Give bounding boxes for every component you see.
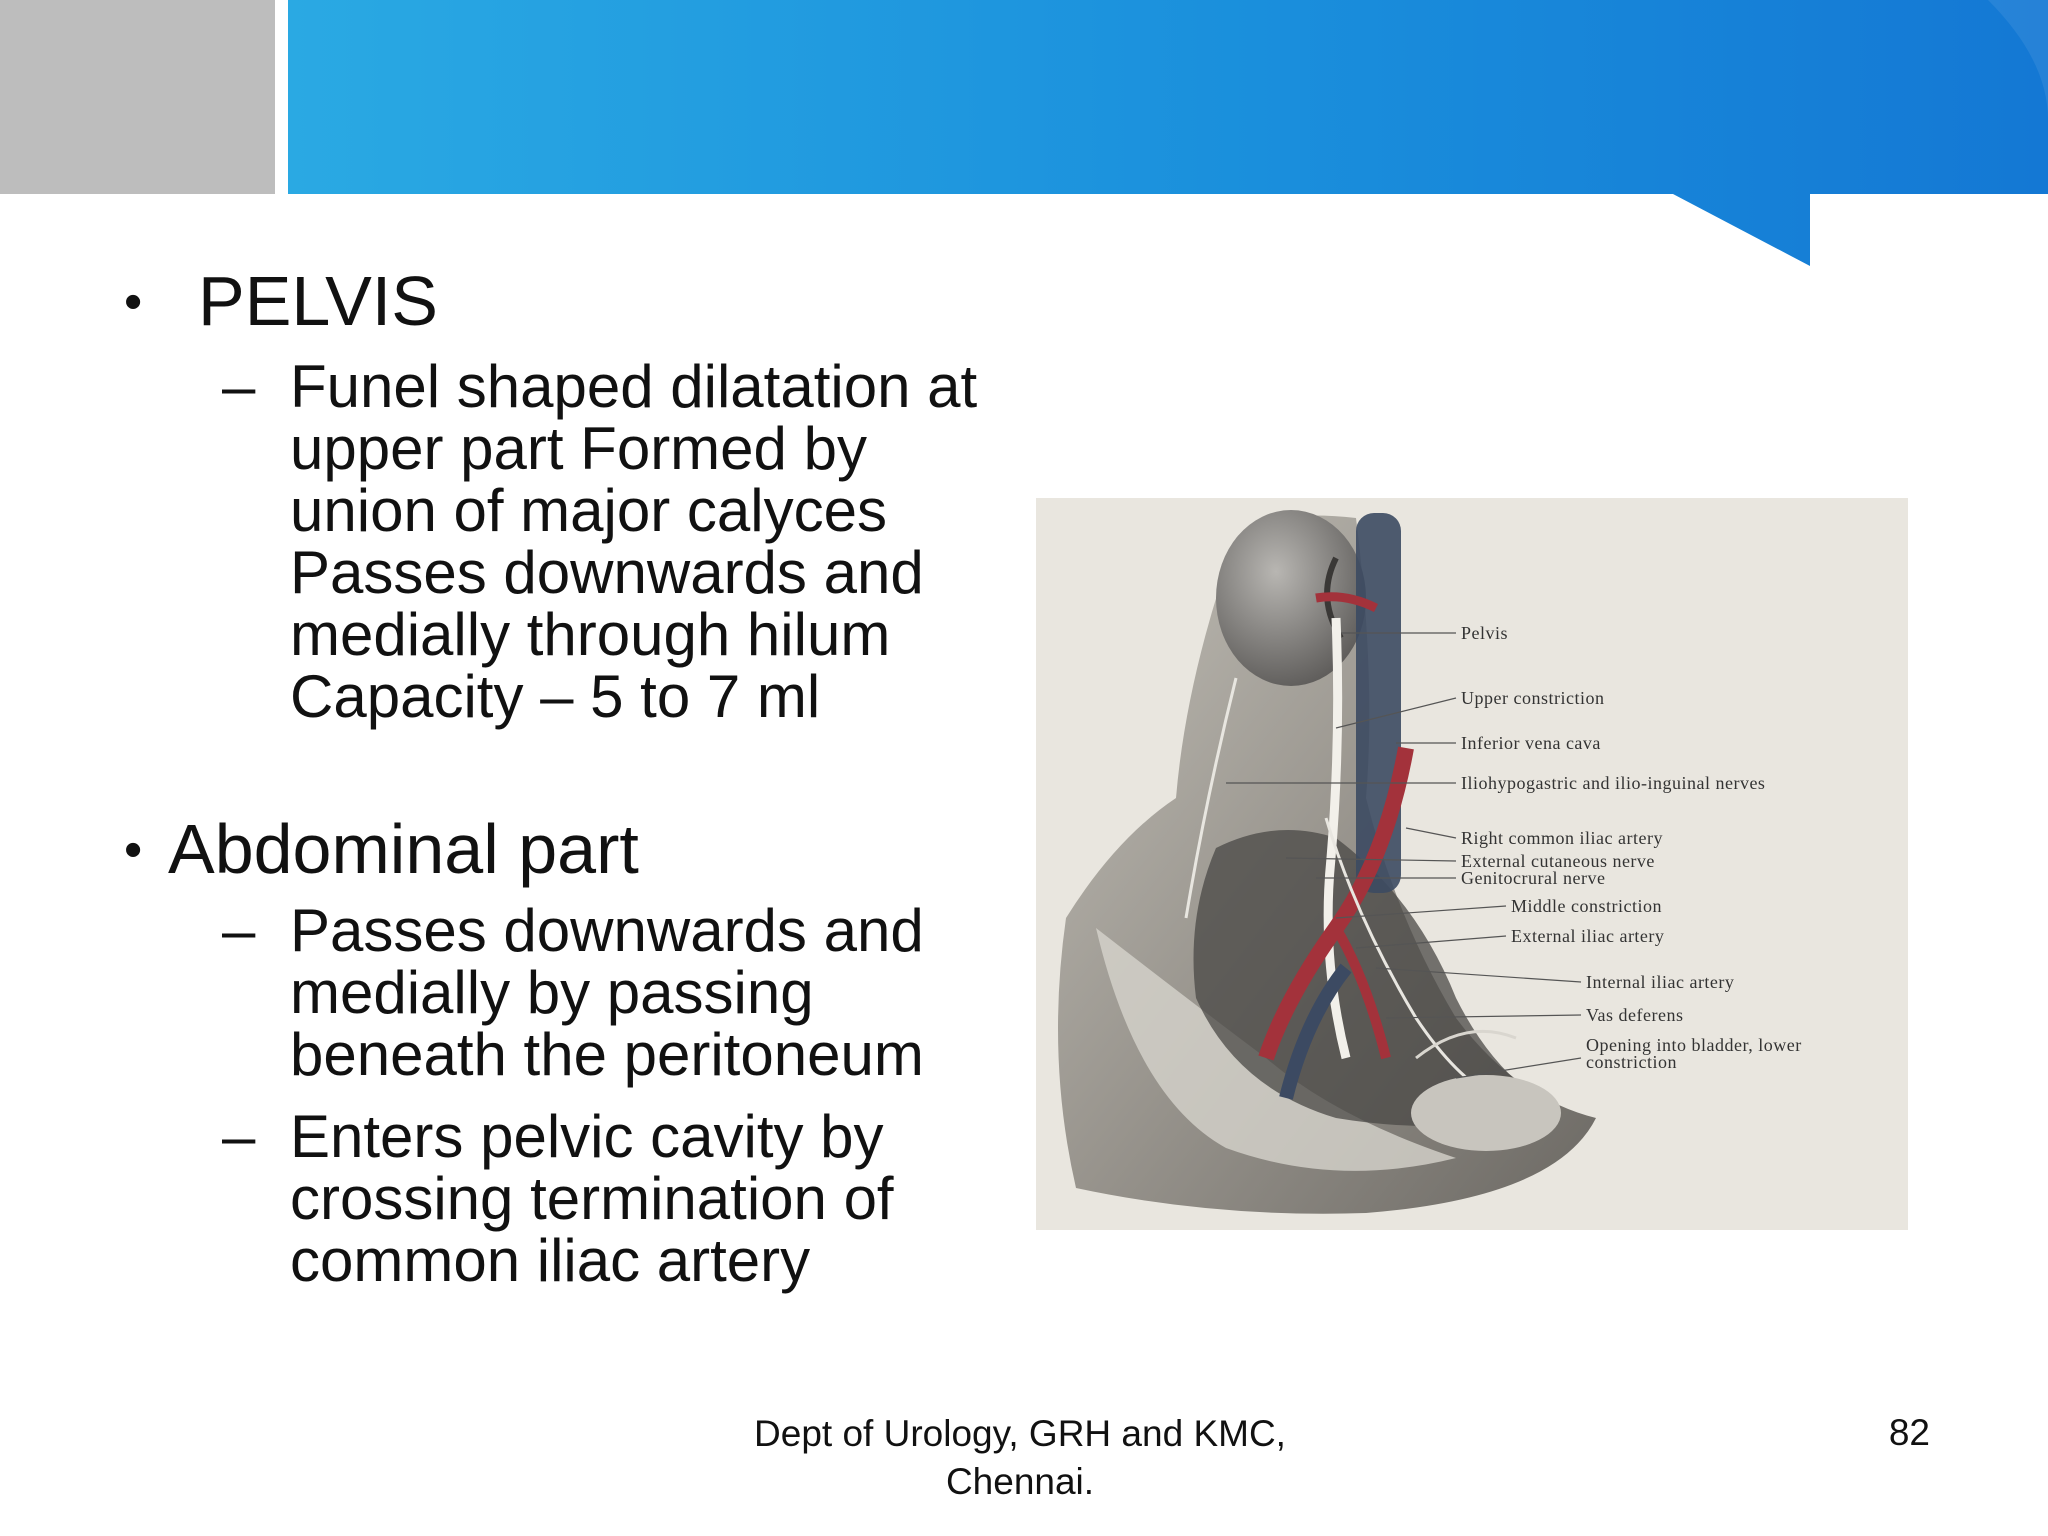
anatomy-drawing bbox=[1036, 498, 1908, 1230]
footer-department bbox=[700, 1410, 1340, 1506]
ureter-anatomy-illustration bbox=[1036, 498, 1908, 1230]
label-middle-constriction: Middle constriction bbox=[1511, 896, 1662, 916]
label-external-iliac-artery: External iliac artery bbox=[1511, 926, 1665, 946]
bullet-heading: PELVIS bbox=[198, 262, 438, 340]
label-upper-constriction: Upper constriction bbox=[1461, 688, 1605, 708]
subpoint-text: Enters pelvic cavity by crossing termination of common iliac artery bbox=[290, 1103, 894, 1294]
bullet-dot: • bbox=[124, 821, 143, 879]
label-right-common-iliac-artery: Right common iliac artery bbox=[1461, 828, 1663, 848]
bullet-dot: • bbox=[124, 273, 143, 331]
label-pelvis: Pelvis bbox=[1461, 623, 1509, 643]
subpoint-pelvis-description bbox=[222, 353, 1012, 730]
label-iliohypogastric-nerves: Iliohypogastric and ilio-inguinal nerves bbox=[1461, 773, 1766, 793]
label-constriction: constriction bbox=[1586, 1052, 1677, 1072]
subpoint-text: Passes downwards and medially by passing beneath the peritoneum bbox=[290, 897, 924, 1088]
page-number: 82 bbox=[1888, 1412, 1930, 1453]
bullet-abdominal-part bbox=[124, 812, 1024, 887]
label-external-cutaneous-nerve: External cutaneous nerve bbox=[1461, 851, 1655, 871]
dash-marker: – bbox=[222, 1103, 256, 1170]
label-opening-into-bladder: Opening into bladder, lower bbox=[1586, 1035, 1802, 1055]
bullet-heading: Abdominal part bbox=[168, 810, 639, 888]
slide-content bbox=[0, 0, 1020, 1400]
dash-marker: – bbox=[222, 353, 256, 420]
subpoint-enters-pelvic-cavity bbox=[222, 1103, 1012, 1294]
label-vas-deferens: Vas deferens bbox=[1586, 1005, 1684, 1025]
subpoint-text: Funel shaped dilatation at upper part Formed by union of major calyces Passes downwards and medially through hilum Capacity – 5 to 7 ml bbox=[290, 353, 978, 730]
subpoint-abdominal-course bbox=[222, 897, 1012, 1088]
label-genitocrural-nerve: Genitocrural nerve bbox=[1461, 868, 1606, 888]
label-internal-iliac-artery: Internal iliac artery bbox=[1586, 972, 1735, 992]
bullet-pelvis bbox=[124, 264, 1024, 339]
footer-line-1: Dept of Urology, GRH and KMC, bbox=[754, 1413, 1286, 1454]
label-inferior-vena-cava: Inferior vena cava bbox=[1461, 733, 1601, 753]
footer-line-2: Chennai. bbox=[945, 1461, 1095, 1502]
dash-marker: – bbox=[222, 897, 256, 964]
